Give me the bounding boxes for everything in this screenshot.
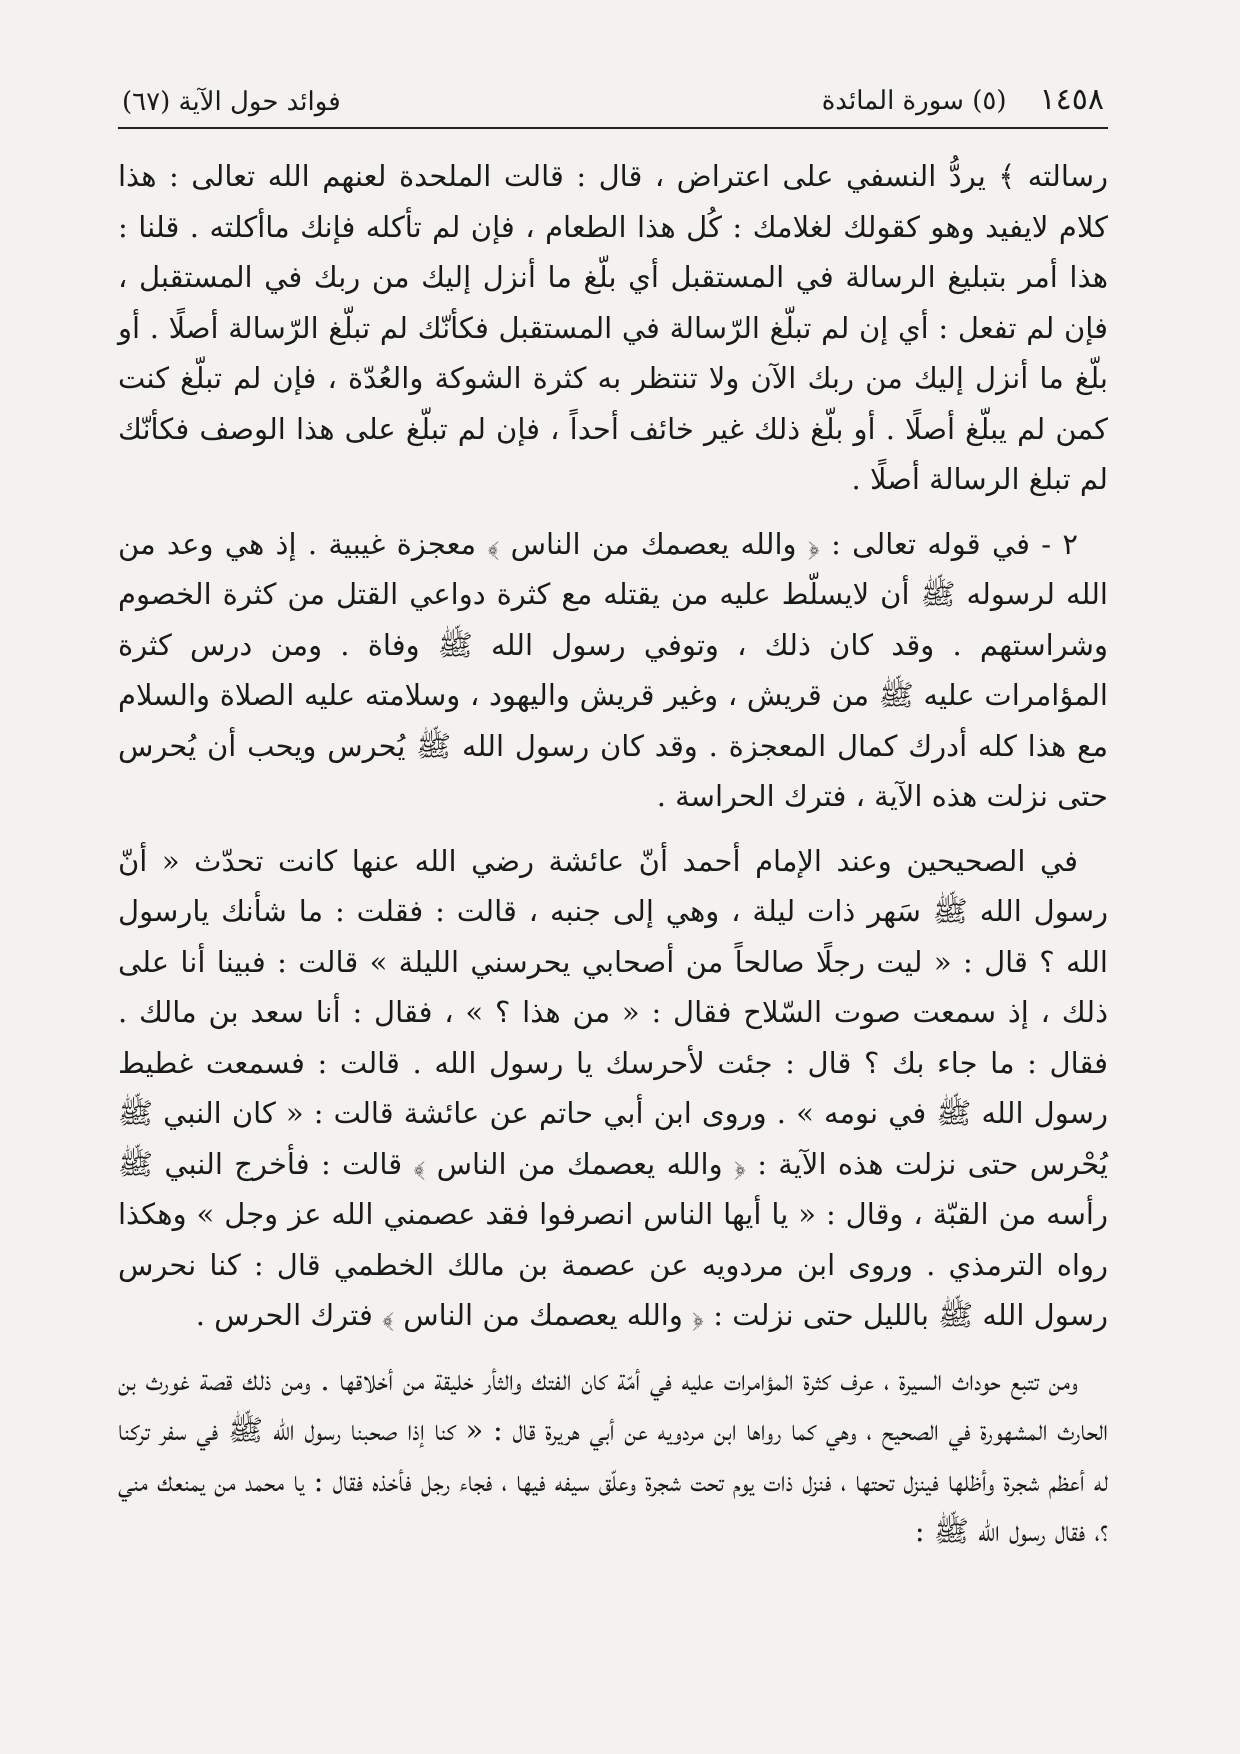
paragraph: ومن تتبع حوداث السيرة ، عرف كثرة المؤامرات عليه في أمّة كان الفتك والثأر خليقة من أخلاقها . ومن ذلك قصة غورث بن الحارث المشهورة في الصحيح ، وهي كما رواها ابن مردويه عن أبي هريرة قال : « كنا إذا صحبنا رسول الله ﷺ في سفر تركنا له أعظم شجرة وأظلها فينزل تحتها ، فنزل ذات يوم تحت شجرة وعلّق سيفه فيها ، فجاء رجل فأخذه فقال : يا محمد من يمنعك مني ؟، فقال رسول الله ﷺ :: [118, 1362, 1108, 1548]
section-title: فوائد حول الآية (٦٧): [122, 87, 341, 117]
paragraph: رسالته ﴾ يردُّ النسفي على اعتراض ، قال : قالت الملحدة لعنهم الله تعالى : هذا كلام لايفيد وهو كقولك لغلامك : كُل هذا الطعام ، فإن لم تأكله فإنك ماأكلته . قلنا : هذا أمر بتبليغ الرسالة في المستقبل أي بلّغ ما أنزل إليك من ربك في المستقبل ، فإن لم تفعل : أي إن لم تبلّغ الرّسالة في المستقبل فكأنّك لم تبلّغ الرّسالة أصلًا . أو بلّغ ما أنزل إليك من ربك الآن ولا تنتظر به كثرة الشوكة والعُدّة ، فإن لم تبلّغ كنت كمن لم يبلّغ أصلًا . أو بلّغ ذلك غير خائف أحداً ، فإن لم تبلّغ على هذا الوصف فكأنّك لم تبلغ الرسالة أصلًا .: [118, 159, 1108, 496]
paragraph: ٢ - في قوله تعالى : ﴿ والله يعصمك من الناس ﴾ معجزة غيبية . إذ هي وعد من الله لرسوله ﷺ أن لايسلّط عليه من يقتله مع كثرة دواعي القتل من كثرة الخصوم وشراستهم . وقد كان ذلك ، وتوفي رسول الله ﷺ وفاة . ومن درس كثرة المؤامرات عليه ﷺ من قريش ، وغير قريش واليهود ، وسلامته عليه الصلاة والسلام مع هذا كله أدرك كمال المعجزة . وقد كان رسول الله ﷺ يُحرس ويحب أن يُحرس حتى نزلت هذه الآية ، فترك الحراسة .: [118, 526, 1108, 813]
surah-title: (٥) سورة المائدة: [821, 86, 1007, 116]
page-number: ١٤٥٨: [1039, 82, 1104, 117]
paragraph: في الصحيحين وعند الإمام أحمد أنّ عائشة رضي الله عنها كانت تحدّث « أنّ رسول الله ﷺ سَهر ذات ليلة ، وهي إلى جنبه ، قالت : فقلت : ما شأنك يارسول الله ؟ قال : « ليت رجلًا صالحاً من أصحابي يحرسني الليلة » قالت : فبينا أنا على ذلك ، إذ سمعت صوت السّلاح فقال : « من هذا ؟ » ، فقال : أنا سعد بن مالك . فقال : ما جاء بك ؟ قال : جئت لأحرسك يا رسول الله . قالت : فسمعت غطيط رسول الله ﷺ في نومه » . وروى ابن أبي حاتم عن عائشة قالت : « كان النبي ﷺ يُحْرس حتى نزلت هذه الآية : ﴿ والله يعصمك من الناس ﴾ قالت : فأخرج النبي ﷺ رأسه من القبّة ، وقال : « يا أيها الناس انصرفوا فقد عصمني الله عز وجل » وهكذا رواه الترمذي . وروى ابن مردويه عن عصمة بن مالك الخطمي قال : كنا نحرس رسول الله ﷺ بالليل حتى نزلت : ﴿ والله يعصمك من الناس ﴾ فترك الحرس .: [118, 843, 1108, 1332]
page-body: [118, 151, 1108, 1557]
page-number-and-surah: [822, 82, 1104, 117]
running-header: [118, 82, 1108, 129]
